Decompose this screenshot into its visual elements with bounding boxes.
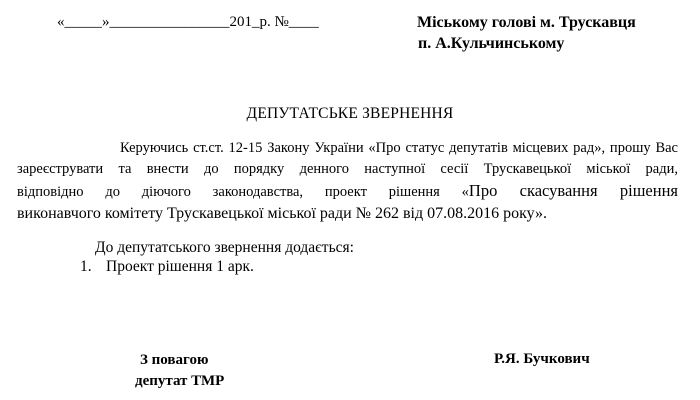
attachment-item bbox=[80, 258, 254, 276]
body-line-2: зареєструвати та внести до порядку денного наступної сесії Трускавецької міської ради, bbox=[17, 161, 678, 177]
addressee-block bbox=[417, 12, 636, 54]
body-line-3b: Про скасування рішення bbox=[468, 181, 678, 200]
attachments-intro: До депутатського звернення додається: bbox=[95, 239, 354, 256]
attachment-number: 1. bbox=[80, 258, 92, 275]
closing-block bbox=[135, 350, 225, 392]
date-number-line: «_____»________________201_р. №____ bbox=[57, 14, 319, 30]
addressee-name: п. А.Кульчинському bbox=[418, 35, 565, 52]
body-line-4: виконавчого комітету Трускавецької міської ради № 262 від 07.08.2016 року». bbox=[17, 205, 548, 222]
body-line-1: Керуючись ст.ст. 12-15 Закону України «Про статус депутатів місцевих рад», прошу Вас bbox=[120, 140, 678, 156]
appeal-body bbox=[17, 138, 678, 224]
attachment-text: Проект рішення 1 арк. bbox=[106, 258, 254, 275]
closing-regards: З повагою bbox=[140, 352, 209, 368]
body-line-3a: відповідно до діючого законодавства, проект рішення « bbox=[17, 184, 469, 200]
body-line-3 bbox=[17, 180, 678, 203]
closing-position: депутат ТМР bbox=[135, 373, 225, 389]
document-title: ДЕПУТАТСЬКЕ ЗВЕРНЕННЯ bbox=[246, 105, 454, 122]
signature-name: Р.Я. Бучкович bbox=[494, 351, 590, 367]
addressee-title: Міському голові м. Трускавця bbox=[417, 14, 636, 31]
